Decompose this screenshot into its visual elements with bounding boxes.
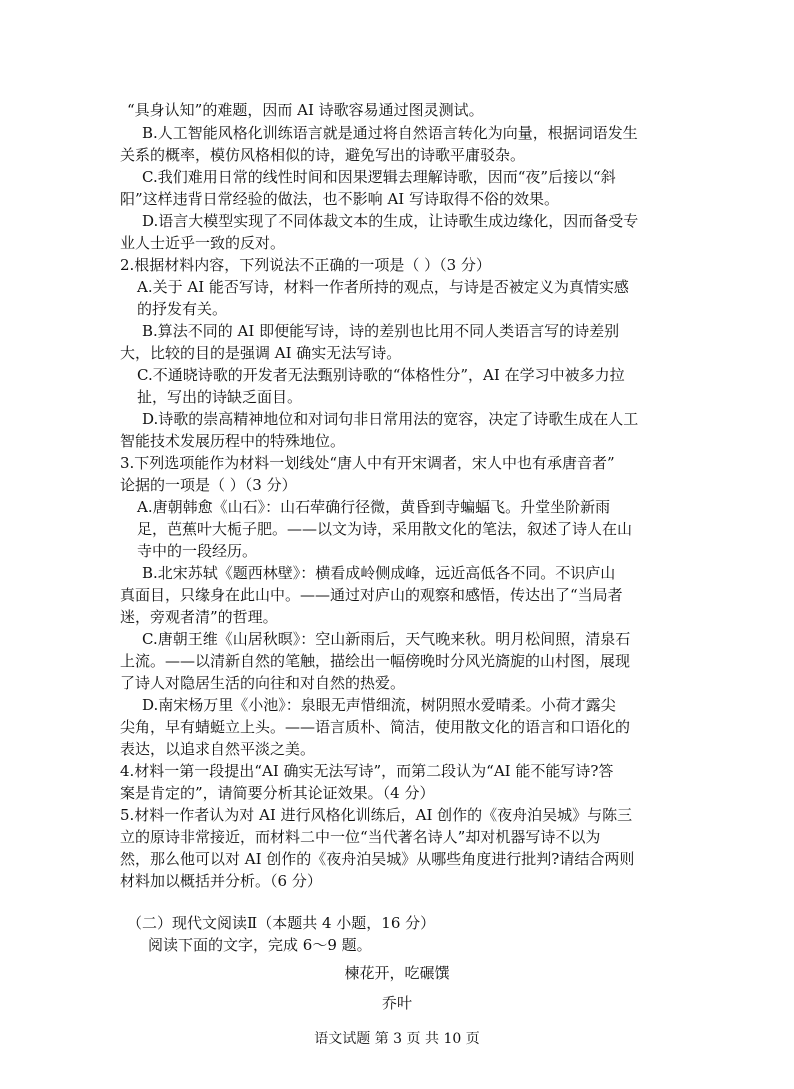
article-title: 楝花开，吃碾馔 (344, 964, 450, 982)
option-d-line: D.语言大模型实现了不同体裁文本的生成，让诗歌生成边缘化，因而备受专 (142, 212, 639, 230)
text-line: 论据的一项是（ ）（3 分） (120, 476, 297, 494)
option-c-line: C.唐朝王维《山居秋暝》：空山新雨后，天气晚来秋。明月松间照，清泉石 (142, 630, 631, 648)
text-line: 阳”这样违背日常经验的做法，也不影响 AI 写诗取得不俗的效果。 (120, 190, 559, 208)
text-line: 寺中的一段经历。 (137, 542, 258, 560)
text-line: 材料加以概括并分析。（6 分） (120, 872, 322, 890)
option-b-line: B.北宋苏轼《题西林壁》：横看成岭侧成峰，远近高低各不同。不识庐山 (142, 564, 616, 582)
option-d-line: D.诗歌的崇高精神地位和对词句非日常用法的宽容，决定了诗歌生成在人工 (142, 410, 639, 428)
text-line: “具身认知”的难题，因而 AI 诗歌容易通过图灵测试。 (127, 101, 484, 119)
article-author: 乔叶 (381, 994, 412, 1012)
page-footer: 语文试题 第 3 页 共 10 页 (314, 1031, 480, 1047)
text-line: 尖角，早有蜻蜓立上头。——语言质朴、简洁，使用散文化的语言和口语化的 (120, 718, 631, 736)
option-a-line: A.唐朝韩愈《山石》：山石荦确行径微，黄昏到寺蝙蝠飞。升堂坐阶新雨 (137, 498, 611, 516)
reading-instruction: 阅读下面的文字，完成 6～9 题。 (148, 936, 372, 954)
text-line: 案是肯定的”，请简要分析其论证效果。（4 分） (120, 784, 435, 802)
option-b-line: B.人工智能风格化训练语言就是通过将自然语言转化为向量，根据词语发生 (142, 124, 638, 142)
text-line: 了诗人对隐居生活的向往和对自然的热爱。 (120, 674, 406, 692)
option-b-line: B.算法不同的 AI 即便能写诗，诗的差别也比用不同人类语言写的诗差别 (142, 322, 620, 340)
text-line: 关系的概率，模仿风格相似的诗，避免写出的诗歌平庸驳杂。 (120, 146, 526, 164)
text-line: 上流。——以清新自然的笔触，描绘出一幅傍晚时分风光旖旎的山村图，展现 (120, 652, 631, 670)
question-2: 2.根据材料内容，下列说法不正确的一项是（ ）（3 分） (120, 256, 491, 274)
question-5: 5.材料一作者认为对 AI 进行风格化训练后，AI 创作的《夜舟泊吴城》与陈三 (120, 806, 633, 824)
option-c-line: C.不通晓诗歌的开发者无法甄别诗歌的“体格性分”，AI 在学习中被多力拉 (137, 366, 625, 384)
option-a-line: A.关于 AI 能否写诗，材料一作者所持的观点，与诗是否被定义为真情实感 (137, 278, 629, 296)
question-3: 3.下列选项能作为材料一划线处“唐人中有开宋调者，宋人中也有承唐音者” (120, 454, 615, 472)
text-line: 业人士近乎一致的反对。 (120, 234, 286, 252)
text-line: 立的原诗非常接近，而材料二中一位“当代著名诗人”却对机器写诗不以为 (120, 828, 601, 846)
text-line: 足，芭蕉叶大栀子肥。——以文为诗，采用散文化的笔法，叙述了诗人在山 (137, 520, 633, 538)
text-line: 大，比较的目的是强调 AI 确实无法写诗。 (120, 344, 402, 362)
option-c-line: C.我们难用日常的线性时间和因果逻辑去理解诗歌，因而“夜”后接以“斜 (142, 168, 616, 186)
text-line: 迷，旁观者清”的哲理。 (120, 608, 278, 626)
question-4: 4.材料一第一段提出“AI 确实无法写诗”，而第二段认为“AI 能不能写诗?答 (120, 762, 614, 780)
text-line: 然，那么他可以对 AI 创作的《夜舟泊吴城》从哪些角度进行批判?请结合两则 (120, 850, 635, 868)
text-line: 的抒发有关。 (137, 300, 228, 318)
section-heading: （二）现代文阅读Ⅱ（本题共 4 小题，16 分） (127, 914, 436, 932)
text-line: 智能技术发展历程中的特殊地位。 (120, 432, 346, 450)
text-line: 真面目，只缘身在此山中。——通过对庐山的观察和感悟，传达出了“当局者 (120, 586, 623, 604)
text-line: 表达，以追求自然平淡之美。 (120, 740, 316, 758)
option-d-line: D.南宋杨万里《小池》：泉眼无声惜细流，树阴照水爱晴柔。小荷才露尖 (142, 696, 616, 714)
text-line: 扯，写出的诗缺乏面目。 (137, 388, 303, 406)
